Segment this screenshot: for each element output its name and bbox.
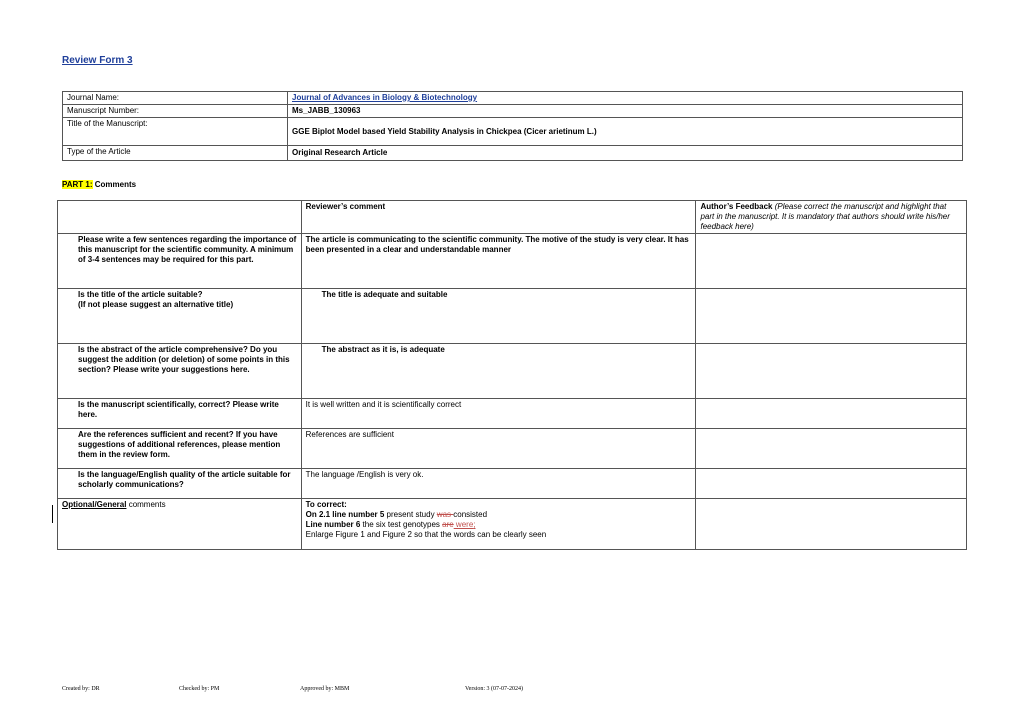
question-references: Are the references sufficient and recent? If you have suggestions of additional references, please mention them in the review form. [58,429,302,469]
feedback-cell[interactable] [696,469,967,499]
comment-language: The language /English is very ok. [301,469,696,499]
correction-1-text: present study [384,510,437,519]
part-text: Comments [92,180,137,189]
correction-line-3: Enlarge Figure 1 and Figure 2 so that the words can be clearly seen [305,530,547,539]
question-importance: Please write a few sentences regarding the importance of this manuscript for the scientific community. A minimum of 3-4 sentences may be required for this part. [58,234,302,289]
comment-abstract [301,344,696,399]
footer-checked: Checked by: PM [179,686,220,692]
header-empty-cell [58,201,302,234]
correction-2-inserted: were [453,520,474,529]
manuscript-info-table [62,91,963,161]
table-row [58,344,967,399]
correction-line-1 [306,510,692,520]
author-feedback-header [696,201,967,234]
form-title: Review Form 3 [62,55,133,66]
manuscript-number-value: Ms_JABB_130963 [288,105,963,118]
feedback-cell[interactable] [696,234,967,289]
article-type-value: Original Research Article [288,146,963,161]
comment-title [301,289,696,344]
comment-abstract-text: The abstract as it is, is adequate [321,345,445,354]
manuscript-number-label: Manuscript Number: [63,105,288,118]
journal-value [288,92,963,105]
part-label: PART 1: [62,180,93,189]
feedback-cell[interactable] [696,399,967,429]
optional-comments-text [301,499,696,550]
question-abstract: Is the abstract of the article comprehensive? Do you suggest the addition (or deletion) of some points in this section? Please write your suggestions here. [58,344,302,399]
question-language: Is the language/English quality of the article suitable for scholarly communications? [58,469,302,499]
correction-1-deleted: was [436,510,454,519]
correction-line-2 [306,520,692,530]
to-correct-heading: To correct: [305,500,347,509]
article-type-label: Type of the Article [63,146,288,161]
reviewer-comment-header: Reviewer’s comment [301,201,696,234]
footer-version: Version: 3 (07-07-2024) [465,686,523,692]
comment-references: References are sufficient [301,429,696,469]
feedback-cell[interactable] [696,289,967,344]
correction-1-after: consisted [453,510,488,519]
question-scientific: Is the manuscript scientifically, correct? Please write here. [58,399,302,429]
feedback-cell[interactable] [696,344,967,399]
question-title: Is the title of the article suitable? (If not please suggest an alternative title) [58,289,302,344]
comment-scientific: It is well written and it is scientifically correct [301,399,696,429]
optional-comments-label [58,499,302,550]
margin-change-bar [52,505,53,523]
correction-1-location: On 2.1 line number 5 [305,510,385,519]
manuscript-title-label: Title of the Manuscript: [63,118,288,146]
correction-2-text: the six test genotypes [360,520,443,529]
part-1-heading [62,180,136,189]
correction-2-deleted: are [442,520,454,529]
comment-importance: The article is communicating to the scientific community. The motive of the study is very clear. It has been presented in a clear and understandable manner [301,234,696,289]
table-row [58,499,967,550]
table-row [58,469,967,499]
manuscript-title-value: GGE Biplot Model based Yield Stability Analysis in Chickpea (Cicer arietinum L.) [288,118,963,146]
journal-link[interactable]: Journal of Advances in Biology & Biotechnology [292,93,478,102]
table-row [58,399,967,429]
optional-label-rest: comments [126,500,166,509]
review-comments-table [57,200,967,550]
table-row [58,289,967,344]
author-feedback-title: Author’s Feedback [700,202,773,211]
footer-created: Created by: DR [62,686,100,692]
footer-approved: Approved by: MBM [300,686,350,692]
correction-2-after: ; [473,520,476,529]
author-feedback-note: (Please correct the manuscript and highlight that part in the manuscript. It is mandatory that authors should write his/her feedback here) [700,202,950,231]
table-row [58,429,967,469]
journal-label: Journal Name: [63,92,288,105]
table-row [58,234,967,289]
comment-title-text: The title is adequate and suitable [321,290,448,299]
optional-label-underlined: Optional/General [62,500,127,509]
feedback-cell[interactable] [696,429,967,469]
feedback-cell[interactable] [696,499,967,550]
correction-2-location: Line number 6 [305,520,361,529]
